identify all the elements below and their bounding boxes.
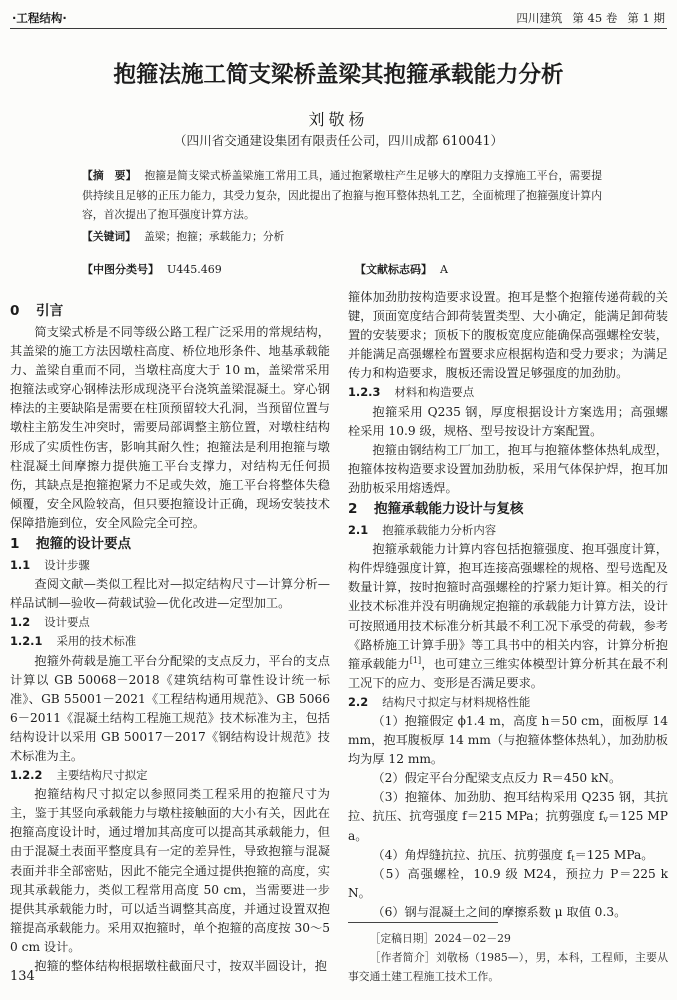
subsection-number: 2.2 bbox=[348, 694, 369, 709]
subsection-heading bbox=[10, 556, 330, 575]
footnote bbox=[348, 922, 668, 986]
subsection-title: 设计要点 bbox=[44, 615, 90, 630]
section-number: 2 bbox=[348, 501, 358, 518]
keywords-label: 【关键词】 bbox=[82, 230, 136, 243]
body-paragraph: 抱箍由钢结构工厂加工，抱耳与抱箍体整体热轧成型，抱箍体按构造要求设置加劲肋板，采用气体保护焊，抱耳加劲肋板采用熔透焊。 bbox=[348, 442, 668, 495]
subsection-title: 设计步骤 bbox=[44, 558, 90, 573]
received-date: 2024－02－29 bbox=[434, 932, 511, 945]
volume-number: 第 45 卷 bbox=[572, 11, 618, 25]
section-number: 0 bbox=[10, 303, 20, 319]
author-bio-label: ［作者简介］ bbox=[369, 951, 436, 964]
keywords-block bbox=[82, 227, 602, 247]
document-code-label: 【文献标志码】 bbox=[355, 263, 432, 276]
citation-reference: [1] bbox=[409, 655, 422, 665]
list-item: （6）钢与混凝土之间的摩擦系数 μ 取值 0.3。 bbox=[372, 904, 627, 919]
subscript: t bbox=[571, 853, 575, 863]
right-column-body bbox=[348, 288, 668, 922]
subsection-heading bbox=[10, 632, 330, 651]
document-code-value: A bbox=[440, 263, 448, 276]
article-title: 抱箍法施工简支梁桥盖梁其抱箍承载能力分析 bbox=[113, 62, 564, 88]
subsection-number: 1.2 bbox=[10, 615, 31, 630]
abstract-block bbox=[82, 166, 602, 225]
keywords-text: 盖梁；抱箍；承载能力；分析 bbox=[143, 230, 285, 243]
body-paragraph: 抱箍采用 Q235 钢，厚度根据设计方案选用；高强螺栓采用 10.9 级，规格、型号按设计方案配置。 bbox=[348, 404, 668, 438]
subsection-title: 抱箍承载能力分析内容 bbox=[382, 523, 497, 538]
section-title: 抱箍承载能力设计与复核 bbox=[374, 501, 524, 518]
classification-number bbox=[82, 260, 222, 280]
body-paragraph-continued: 抱箍的整体结构根据墩柱截面尺寸，按双半圆设计，抱 bbox=[34, 959, 327, 973]
author-name: 刘敬杨 bbox=[308, 110, 369, 129]
page-number: 134 bbox=[10, 969, 35, 984]
subsection-number: 1.2.2 bbox=[10, 768, 43, 783]
left-column bbox=[10, 300, 330, 973]
list-item bbox=[348, 788, 668, 845]
subsection-number: 1.2.3 bbox=[348, 385, 381, 400]
subsection-title: 主要结构尺寸拟定 bbox=[56, 768, 148, 783]
subsection-number: 1.1 bbox=[10, 558, 31, 573]
running-head bbox=[10, 8, 667, 29]
section-title: 引言 bbox=[36, 303, 64, 319]
body-paragraph bbox=[348, 540, 668, 693]
subsection-title: 结构尺寸拟定与材料规格性能 bbox=[382, 694, 531, 709]
section-heading bbox=[348, 499, 668, 520]
subsection-heading bbox=[10, 766, 330, 785]
author-affiliation: （四川省交通建设集团有限责任公司，四川成都 610041） bbox=[173, 133, 504, 148]
subsection-heading bbox=[348, 521, 668, 540]
subsection-title: 材料和构造要点 bbox=[394, 385, 475, 400]
subsection-number: 1.2.1 bbox=[10, 634, 43, 649]
subsection-heading bbox=[348, 383, 668, 402]
section-heading bbox=[10, 301, 330, 322]
body-paragraph: 查阅文献—类似工程比对—拟定结构尺寸—计算分析—样品试制—验收—荷载试验—优化改进—定型加工。 bbox=[10, 577, 330, 611]
author-bio-text: 刘敬杨（1985—），男，本科，工程师，主要从事交通土建工程施工技术工作。 bbox=[348, 951, 669, 983]
list-item bbox=[348, 846, 668, 865]
received-date-label: ［定稿日期］ bbox=[369, 932, 435, 945]
classification-value: U445.469 bbox=[167, 263, 222, 276]
subsection-heading bbox=[348, 693, 668, 712]
body-paragraph: 抱箍外荷载是施工平台分配梁的支点反力，平台的支点计算以 GB 50068－2018《建筑结构可靠性设计统一标准》、GB 55001－2021《工程结构通用规范》、GB 50666－2011《混凝土结构工程施工规范》技术标准为主，包括结构设计以采用 GB 50017－2017《钢结构设计规范》技术标准为主。 bbox=[10, 653, 330, 763]
footnote-rule bbox=[348, 922, 498, 923]
section-number: 1 bbox=[10, 536, 20, 553]
list-item: （5）高强螺栓，10.9 级 M24，预拉力 P＝225 kN。 bbox=[348, 866, 668, 900]
paragraph-text: ，也可建立三维实体模型计算分析其在最不利工况下的应力、变形是否满足要求。 bbox=[348, 656, 669, 690]
list-item: （1）抱箍假定 ϕ1.4 m，高度 h＝50 cm，面板厚 14 mm，抱耳腹板厚 14 mm（与抱箍体整体热轧），加劲肋板均为厚 12 mm。 bbox=[348, 713, 668, 767]
journal-info bbox=[516, 8, 665, 29]
subsection-title: 采用的技术标准 bbox=[56, 634, 137, 649]
document-code bbox=[355, 260, 448, 280]
classification-label: 【中图分类号】 bbox=[82, 263, 159, 276]
body-paragraph-continuation: 箍体加劲肋按构造要求设置。抱耳是整个抱箍传递荷载的关键，顶面宽度结合卸荷装置类型、大小确定，能满足卸荷装置的安装要求；顶板下的腹板宽度应能确保高强螺栓安装，并能满足高强螺栓布置要求应根据构造和受力要求；为满足传力和构造要求，腹板还需设置足够强度的加劲肋。 bbox=[348, 290, 668, 381]
list-item-text: ＝125 MPa。 bbox=[348, 809, 668, 843]
subsection-heading bbox=[10, 613, 330, 632]
body-paragraph: 抱箍结构尺寸拟定以参照同类工程采用的抱箍尺寸为主，鉴于其竖向承载能力与墩柱接触面的大小有关，因此在抱箍高度设计时，通过增加其高度可以提高其承载能力，但由于混凝土表面平整度具有一定的差异性，导致抱箍与混凝表面并非全部密贴，因此不能完全通过提供抱箍的高度，实现其承载能力，类似工程常用高度 50 cm，当需要进一步提供其承载能力时，可以适当调整其高度，并通过设置双抱箍提高承载能力。采用双抱箍时，单个抱箍的高度按 30～50 cm 设计。 bbox=[10, 787, 330, 954]
issue-number: 第 1 期 bbox=[627, 11, 665, 25]
received-date-note bbox=[348, 929, 668, 948]
list-item-text: （3）抱箍体、加劲肋、抱耳结构采用 Q235 钢，其抗拉、抗压、抗弯强度 f＝215 MPa；抗剪强度 f bbox=[348, 790, 668, 824]
section-heading bbox=[10, 534, 330, 555]
section-category: ·工程结构· bbox=[12, 11, 67, 25]
author-bio-note bbox=[348, 948, 668, 986]
subscript: v bbox=[603, 815, 608, 825]
body-paragraph: 简支梁式桥是不同等级公路工程广泛采用的常规结构，其盖梁的施工方法因墩柱高度、桥位地形条件、地基承载能力、盖梁自重而不同，当墩柱高度大于 10 m，盖梁常采用抱箍法或穿心钢棒法形成现浇平台浇筑盖梁混凝土。穿心钢棒法的主要缺陷是需要在柱顶预留较大孔洞，当预留位置与墩柱主筋发生冲突时，需要局部调整主筋位置，对墩柱结构形成了实质性伤害，影响其耐久性；抱箍法是利用抱箍与墩柱混凝土间摩擦力提供施工平台支撑力，对结构无任何损伤，其缺点是抱箍抱紧力不足或失效，施工平台将整体失稳倾覆，安全风险较高，但只要抱箍设计正确，现场安装技术保障措施到位，安全风险完全可控。 bbox=[10, 325, 330, 530]
journal-name: 四川建筑 bbox=[516, 11, 563, 25]
section-title: 抱箍的设计要点 bbox=[36, 536, 132, 553]
subsection-number: 2.1 bbox=[348, 523, 369, 538]
abstract-label: 【摘 要】 bbox=[82, 169, 137, 182]
list-item: （2）假定平台分配梁支点反力 R＝450 kN。 bbox=[372, 771, 622, 786]
list-item-text: ＝125 MPa。 bbox=[574, 847, 654, 862]
paragraph-text: 抱箍承载能力计算内容包括抱箍强度、抱耳强度计算，构件焊缝强度计算，抱耳连接高强螺栓的规格、型号选配及数量计算，按时抱箍时高强螺栓的拧紧力矩计算。相关的行业技术标准并没有明确规定抱箍的承载能力计算方法，设计可按照通用技术标准分析其最不利工况下承受的荷载，参考《路桥施工计算手册》等工具书中的相关内容，计算分析抱箍承载能力 bbox=[348, 542, 668, 671]
list-item-text: （4）角焊缝抗拉、抗压、抗剪强度 f bbox=[372, 847, 572, 862]
right-column bbox=[348, 288, 669, 983]
abstract-text: 抱箍是简支梁式桥盖梁施工常用工具，通过抱紧墩柱产生足够大的摩阻力支撑施工平台，需要提供持续且足够的正压力能力，其受力复杂，因此提出了抱箍与抱耳整体热轧工艺，全面梳理了抱箍强度计算内容，首次提出了抱耳强度计算方法。 bbox=[82, 169, 603, 222]
